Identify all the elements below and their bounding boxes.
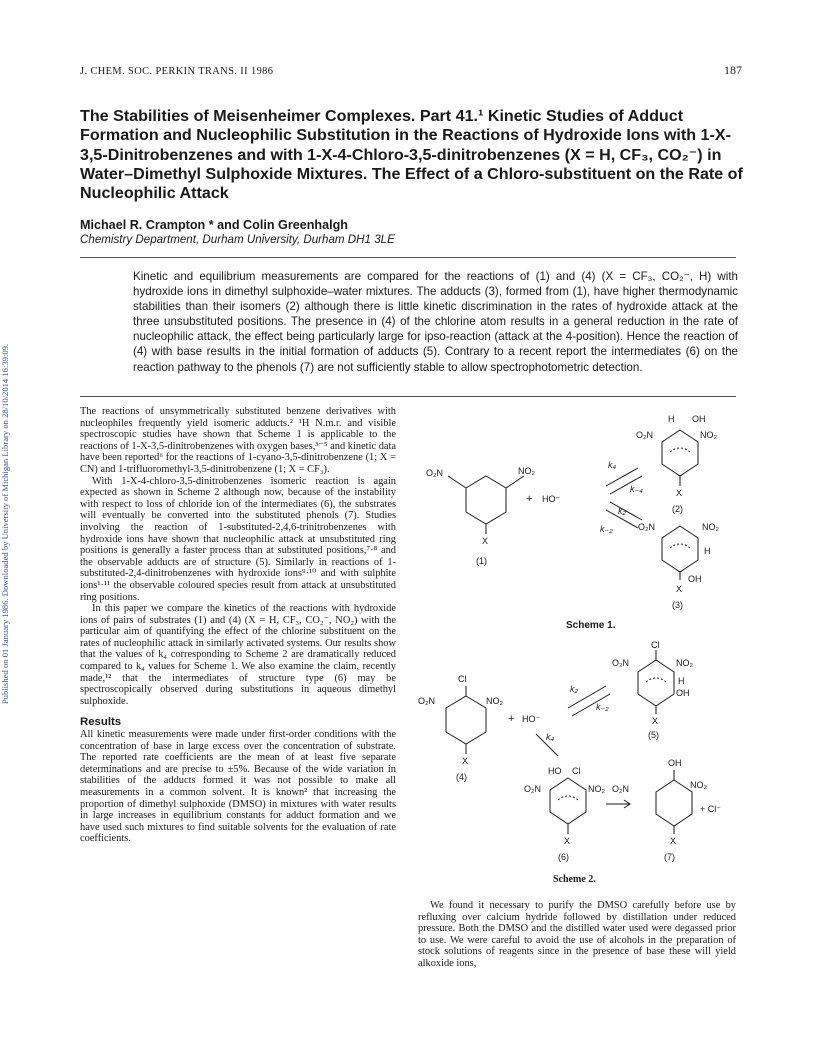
compound-3-label: (3) — [672, 600, 683, 610]
article-title: The Stabilities of Meisenheimer Complexes. Part 41.¹ Kinetic Studies of Adduct Formation and Nucleophilic Substitution in the Reactions of Hydroxide Ions with 1-X-3,5-Dinitrobenzenes and with 1-X-4-Chloro-3,5-dinitrobenzenes (X = H, CF₃, CO₂⁻) in Water–Dimethyl Sulphoxide Mixtures. The Effect of a Chloro-substituent on the Rate of Nucleophilic Attack — [80, 107, 743, 203]
compound-1-no2: NO₂ — [518, 466, 535, 476]
hydroxide: HO⁻ — [542, 494, 561, 504]
rate-k-4: k₋₄ — [630, 484, 643, 494]
compound-5-label: (5) — [648, 730, 659, 740]
rate-k4: k₄ — [608, 460, 617, 470]
rate-k2-s2: k₂ — [570, 684, 578, 694]
authors: Michael R. Crampton * and Colin Greenhalgh — [80, 218, 348, 232]
compound-5-h: H — [678, 676, 685, 686]
plus-sign-2: + — [508, 713, 515, 725]
right-column — [418, 900, 736, 970]
compound-6-ho: HO — [548, 766, 562, 776]
compound-1-x: X — [482, 536, 489, 546]
rate-k2: k₂ — [618, 506, 626, 516]
compound-1-o2n: O₂N — [426, 468, 443, 478]
compound-6-x: X — [564, 836, 571, 846]
experimental-paragraph: We found it necessary to purify the DMSO carefully before use by refluxing over calcium hydride followed by distillation under reduced pressure. Both the DMSO and the distilled water used were degassed prior to use. We were careful to avoid the use of alcohols in the preparation of stock solutions of reagents since in the presence of base these will yield alkoxide ions, — [418, 900, 736, 969]
affiliation: Chemistry Department, Durham University, Durham DH1 3LE — [80, 233, 395, 246]
hydroxide-2: HO⁻ — [522, 714, 541, 724]
compound-5-cl: Cl — [651, 640, 660, 650]
scheme-2-diagram — [418, 638, 736, 870]
compound-4-label: (4) — [456, 772, 467, 782]
arrow-to-7 — [606, 800, 630, 808]
intro-paragraph-3: In this paper we compare the kinetics of the reactions with hydroxide ions of pairs of substrates (1) and (4) (X = H, CF₃, CO₂⁻, NO₂) with the particular aim of quantifying the effect of the chlorine substituent on the rates of nucleophilic attack in similarly activated systems. Our results show that the values of k₄ corresponding to Scheme 2 are dramatically reduced compared to k₄ values for Scheme 1. We also examine the claim, recently made,¹² that the intermediates of structure type (6) may be spectroscopically observed during substitutions in aqueous dimethyl sulphoxide. — [80, 603, 396, 707]
compound-3-oh: OH — [688, 574, 702, 584]
scheme-1-diagram — [418, 406, 736, 636]
compound-7-oh: OH — [668, 758, 682, 768]
compound-7-x: X — [670, 836, 677, 846]
download-notice: Published on 01 January 1986. Downloaded by University of Michigan Library on 28/10/2014 16:39:09. — [0, 343, 10, 705]
results-paragraph: All kinetic measurements were made under first-order conditions with the concentration of base in large excess over the concentration of substrate. The reported rate coefficients are the mean of at least five separate determinations and are precise to ±5%. Because of the wide variation in stabilities of the adducts formed it was not possible to make all measurements in a common solvent. It is known² that increasing the proportion of dimethyl sulphoxide (DMSO) in mixtures with water results in large increases in equilibrium constants for adduct formation and we have used such mixtures to find suitable solvents for the evaluation of rate coefficients. — [80, 729, 396, 845]
compound-2-label: (2) — [672, 504, 683, 514]
journal-header: J. CHEM. SOC. PERKIN TRANS. II 1986 — [80, 66, 274, 77]
compound-6-ring — [550, 778, 586, 834]
compound-3-x: X — [676, 584, 683, 594]
compound-7-o2n: O₂N — [612, 784, 629, 794]
compound-7-label: (7) — [664, 852, 675, 862]
compound-6-o2n: O₂N — [524, 784, 541, 794]
compound-2-ring — [662, 430, 698, 486]
rate-k-2: k₋₂ — [600, 524, 613, 534]
compound-3-ring — [662, 526, 698, 580]
results-heading: Results — [80, 716, 122, 729]
compound-3-o2n: O₂N — [638, 522, 655, 532]
rate-k4-s2: k₄ — [546, 732, 555, 742]
compound-6-cl: Cl — [572, 766, 581, 776]
compound-1-label: (1) — [476, 556, 487, 566]
compound-3-no2: NO₂ — [702, 522, 719, 532]
compound-2-o2n: O₂N — [636, 430, 653, 440]
compound-1-ring — [448, 476, 524, 534]
compound-3-h: H — [704, 546, 711, 556]
compound-5-no2: NO₂ — [676, 658, 693, 668]
intro-paragraph-2: With 1-X-4-chloro-3,5-dinitrobenzenes isomeric reaction is again expected as shown in Scheme 2 although now, because of the instability with respect to loss of chloride ion of the intermediates (6), the substrates will eventually be converted into the substituted phenols (7). Studies involving the reaction of 1-substituted-2,4,6-trinitrobenzenes with hydroxide ions have shown that nucleophilic attack at unsubstituted ring positions is generally a faster process than at substituted positions,⁷·⁸ and the observable adducts are of structure (5). Similarly in reactions of 1-substituted-2,4-dinitrobenzenes with hydroxide ions⁹·¹⁰ and with sulphite ions¹·¹¹ the observable coloured species result from attack at unsubstituted ring positions. — [80, 475, 396, 603]
compound-4-o2n: O₂N — [418, 696, 435, 706]
compound-4-cl: Cl — [458, 674, 467, 684]
scheme-1-caption: Scheme 1. — [566, 620, 616, 631]
compound-6-label: (6) — [558, 852, 569, 862]
rate-k-2-s2: k₋₂ — [596, 702, 609, 712]
compound-5-oh: OH — [676, 688, 690, 698]
compound-5-x: X — [652, 716, 659, 726]
left-column — [80, 406, 396, 845]
compound-4-ring — [446, 686, 486, 754]
compound-2-oh: OH — [692, 414, 706, 424]
compound-4-no2: NO₂ — [486, 696, 503, 706]
compound-4-x: X — [462, 756, 469, 766]
compound-5-o2n: O₂N — [612, 658, 629, 668]
intro-paragraph-1: The reactions of unsymmetrically substituted benzene derivatives with nucleophiles frequently yield isomeric adducts.² ¹H N.m.r. and visible spectroscopic studies have shown that Scheme 1 is applicable to the reactions of 1-X-3,5-dinitrobenzenes with oxygen bases,³⁻⁵ and kinetic data have been reported⁶ for the reactions of 1-cyano-3,5-dinitrobenzene (1; X = CN) and 1-trifluoromethyl-3,5-dinitrobenzene (1; X = CF₃). — [80, 406, 396, 475]
plus-sign: + — [526, 493, 533, 505]
compound-2-no2: NO₂ — [700, 430, 717, 440]
compound-5-ring — [638, 650, 674, 714]
abstract-rule — [80, 396, 736, 397]
compound-7-no2: NO₂ — [690, 780, 707, 790]
compound-2-x: X — [676, 488, 683, 498]
compound-7-ring — [656, 770, 692, 834]
compound-2-h: H — [668, 414, 675, 424]
header-rule — [80, 257, 736, 258]
chloride-product: + Cl⁻ — [700, 804, 722, 814]
compound-6-no2: NO₂ — [588, 784, 605, 794]
abstract: Kinetic and equilibrium measurements are compared for the reactions of (1) and (4) (X = CF₃, CO₂⁻, H) with hydroxide ions in dimethyl sulphoxide–water mixtures. The adducts (3), formed from (1), have higher thermodynamic stabilities than their isomers (2) although there is little kinetic discrimination in the rates of hydroxide attack at the three unsubstituted positions. The presence in (4) of the chlorine atom results in a general reduction in the rate of nucleophilic attack, the effect being particularly large for ipso-reaction (attack at the 4-position). Hence the reaction of (4) with base results in the initial formation of adducts (5). Contrary to a recent report the intermediates (6) on the reaction pathway to the phenols (7) are not sufficiently stable to allow spectrophotometric detection. — [133, 270, 738, 374]
page-number: 187 — [724, 63, 742, 77]
scheme-2-caption: Scheme 2. — [553, 874, 596, 885]
